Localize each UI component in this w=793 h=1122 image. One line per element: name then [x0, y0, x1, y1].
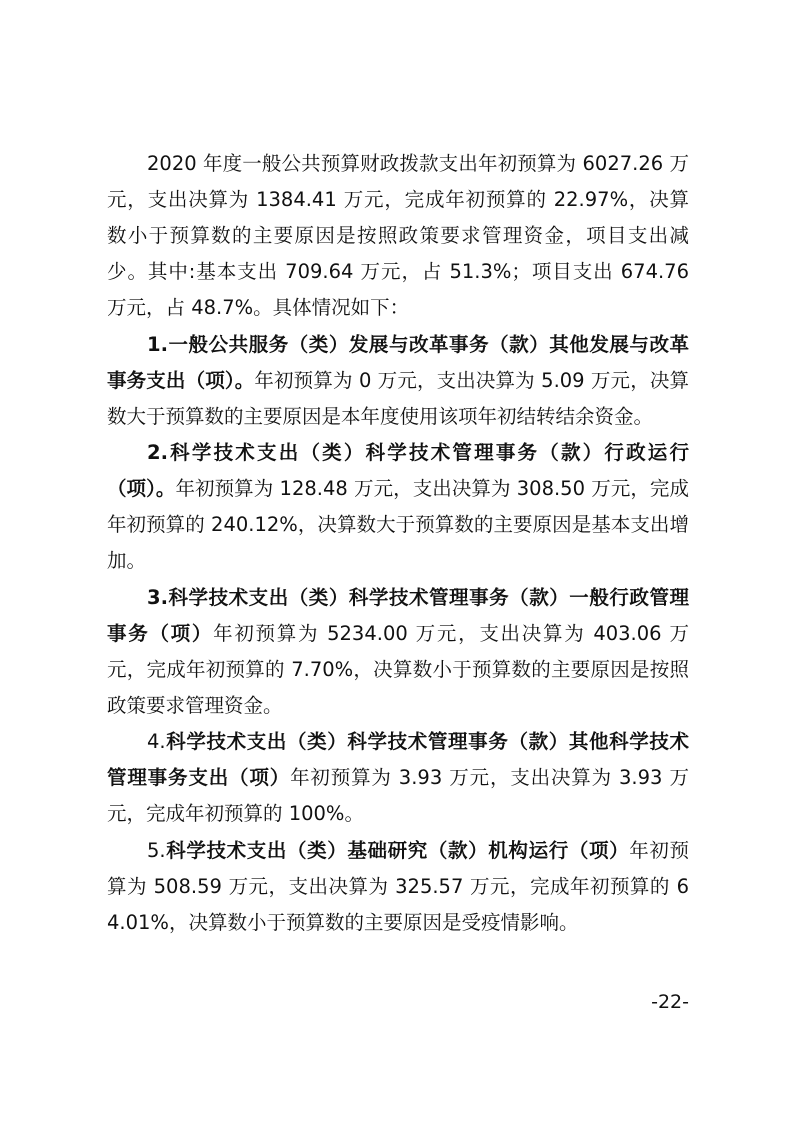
item-2-heading: 2.科学技术支出（类）科学技术管理事务（款）行政运行（项）。	[107, 441, 689, 500]
item-4-prefix: 4.	[147, 730, 166, 753]
paragraph-item-1	[107, 327, 689, 435]
item-2-text: 年初预算为 128.48 万元，支出决算为 308.50 万元，完成年初预算的 240.12%，决算数大于预算数的主要原因是基本支出增加。	[107, 477, 689, 572]
paragraph-summary-text: 2020 年度一般公共预算财政拨款支出年初预算为 6027.26 万元，支出决算为 1384.41 万元，完成年初预算的 22.97%，决算数小于预算数的主要原因是按照政策要求管理资金，项目支出减少。其中:基本支出 709.64 万元，占 51.3%；项目支出 674.76 万元，占 48.7%。具体情况如下：	[107, 152, 689, 319]
item-3-text: 年初预算为 5234.00 万元，支出决算为 403.06 万元，完成年初预算的 7.70%，决算数小于预算数的主要原因是按照政策要求管理资金。	[107, 621, 689, 717]
paragraph-item-5	[107, 833, 689, 941]
item-5-prefix: 5.	[147, 838, 166, 862]
item-4-text: 年初预算为 3.93 万元，支出决算为 3.93 万元，完成年初预算的 100%。	[107, 766, 689, 825]
item-1-text: 年初预算为 0 万元，支出决算为 5.09 万元，决算数大于预算数的主要原因是本年度使用该项年初结转结余资金。	[107, 368, 689, 428]
paragraph-item-4	[107, 724, 689, 832]
page-number: -22-	[651, 991, 689, 1013]
paragraph-summary	[107, 146, 689, 326]
item-4-heading: 科学技术支出（类）科学技术管理事务（款）其他科学技术管理事务支出（项）	[107, 730, 689, 789]
paragraph-item-2	[107, 435, 689, 579]
document-body	[107, 146, 689, 941]
item-1-heading: 1.一般公共服务（类）发展与改革事务（款）其他发展与改革事务支出（项）。	[107, 332, 689, 392]
item-5-text: 年初预算为 508.59 万元，支出决算为 325.57 万元，完成年初预算的 64.01%，决算数小于预算数的主要原因是受疫情影响。	[107, 838, 689, 934]
item-5-heading: 科学技术支出（类）基础研究（款）机构运行（项）	[165, 838, 630, 862]
paragraph-item-3	[107, 580, 689, 724]
item-3-heading: 3.科学技术支出（类）科学技术管理事务（款）一般行政管理事务（项）	[107, 585, 689, 645]
